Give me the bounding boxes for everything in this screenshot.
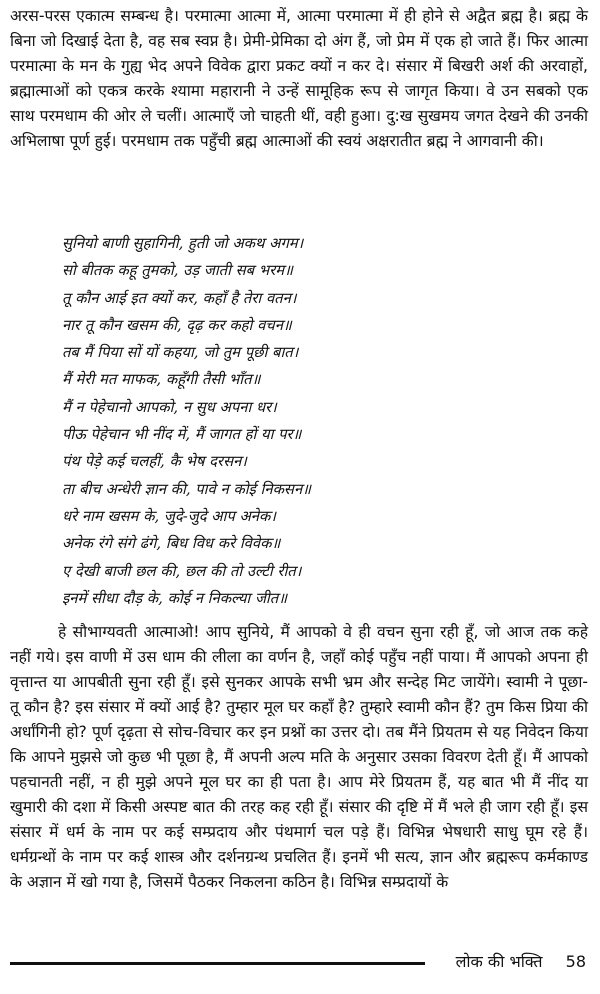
verse-line: ए देखी बाजी छल की, छल की तो उल्टी रीत।	[62, 562, 302, 580]
verse-line: पीऊ पेहेचान भी नींद में, मैं जागत हों या पर॥	[62, 426, 302, 444]
paragraph-commentary: हे सौभाग्यवती आत्माओ! आप सुनिये, मैं आपको वे ही वचन सुना रही हूँ, जो आज तक कहे नहीं गये। इस वाणी में उस धाम की लीला का वर्णन है, जहाँ कोई पहुँच नहीं पाया। मैं आपको अपना ही वृत्तान्त या आपबीती सुना रही हूँ। इसे सुनकर आपके सभी भ्रम और सन्देह मिट जायेंगे। स्वामी ने पूछा- तू कौन है? इस संसार में क्यों आई है? तुम्हार मूल घर कहाँ है? तुम्हारे स्वामी कौन हैं? तुम किस प्रिया की अर्धांगिनी हो? पूर्ण दृढ़ता से सोच-विचार कर इन प्रश्नों का उत्तर दो। तब मैंने प्रियतम से यह निवेदन किया कि आपने मुझसे जो कुछ भी पूछा है, मैं अपनी अल्प मति के अनुसार उसका विवरण देती हूँ। मैं आपको पहचानती नहीं, न ही मुझे अपने मूल घर का ही पता है। आप मेरे प्रियतम हैं, यह बात भी मैं नींद या खुमारी की दशा में किसी अस्पष्ट बात की तरह कह रही हूँ। संसार की दृष्टि में मैं भले ही जाग रही हूँ। इस संसार में धर्म के नाम पर कई सम्प्रदाय और पंथमार्ग चल पड़े हैं। विभिन्न भेषधारी साधु घूम रहे हैं। धर्मग्रन्थों के नाम पर कई शास्त्र और दर्शनग्रन्थ प्रचलित हैं। इनमें भी सत्य, ज्ञान और ब्रह्मरूप कर्मकाण्ड के अज्ञान में खो गया है, जिसमें पैठकर निकलना कठिन है। विभिन्न सम्प्रदायों के	[10, 623, 588, 891]
running-title: लोक की भक्ति	[455, 952, 543, 971]
verse-line: नार तू कौन खसम की, दृढ़ कर कहो वचन॥	[62, 316, 292, 334]
verse-line: तब मैं पिया सों यों कहया, जो तुम पूछी बात।	[62, 344, 299, 362]
paragraph-intro: अरस-परस एकात्म सम्बन्ध है। परमात्मा आत्मा में, आत्मा परमात्मा में ही होने से अद्वैत ब्रह्म है। ब्रह्म के बिना जो दिखाई देता है, वह सब स्वप्न है। प्रेमी-प्रेमिका दो अंग हैं, जो प्रेम में एक हो जाते हैं। फिर आत्मा परमात्मा के मन के गुह्य भेद अपने विवेक द्वारा प्रकट क्यों न कर दे। संसार में बिखरी अर्श की अरवाहों, ब्रह्मात्माओं को एकत्र करके श्यामा महारानी ने उन्हें सामूहिक रूप से जागृत किया। वे उन सबको एक साथ परमधाम की ओर ले चलीं। आत्माएँ जो चाहती थीं, वही हुआ। दु:ख सुखमय जगत देखने की उनकी अभिलाषा पूर्ण हुई। परमधाम तक पहुँची ब्रह्म आत्माओं की स्वयं अक्षरातीत ब्रह्म ने आगवानी की।	[10, 7, 588, 150]
page-footer	[456, 950, 586, 972]
page-number: 58	[565, 952, 586, 971]
verse-line: अनेक रंगे संगे ढंगे, बिध विध करे विवेक॥	[62, 535, 281, 553]
verse-line: ता बीच अन्धेरी ज्ञान की, पावे न कोई निकसन॥	[62, 480, 312, 498]
verse-line: मैं न पेहेचानो आपको, न सुध अपना धर।	[62, 398, 277, 416]
verse-line: सुनियो बाणी सुहागिनी, हुती जो अकथ अगम।	[62, 235, 304, 252]
verse-line: मैं मेरी मत माफक, कहूँगी तैसी भाँत॥	[62, 371, 261, 389]
verse-line: तू कौन आई इत क्यों कर, कहाँ है तेरा वतन।	[62, 289, 297, 307]
verse-line: सो बीतक कहू तुमको, उड़ जाती सब भरम॥	[62, 262, 293, 280]
verse-line: धरे नाम खसम के, जुदे-जुदे आप अनेक।	[62, 507, 276, 525]
verse-line: पंथ पेड़े कई चलहीं, कै भेष दरसन।	[62, 453, 247, 471]
verse-block	[62, 230, 588, 612]
footer-rule	[10, 962, 425, 965]
verse-line: इनमें सीधा दौड़ के, कोई न निकल्या जीत॥	[62, 589, 288, 607]
